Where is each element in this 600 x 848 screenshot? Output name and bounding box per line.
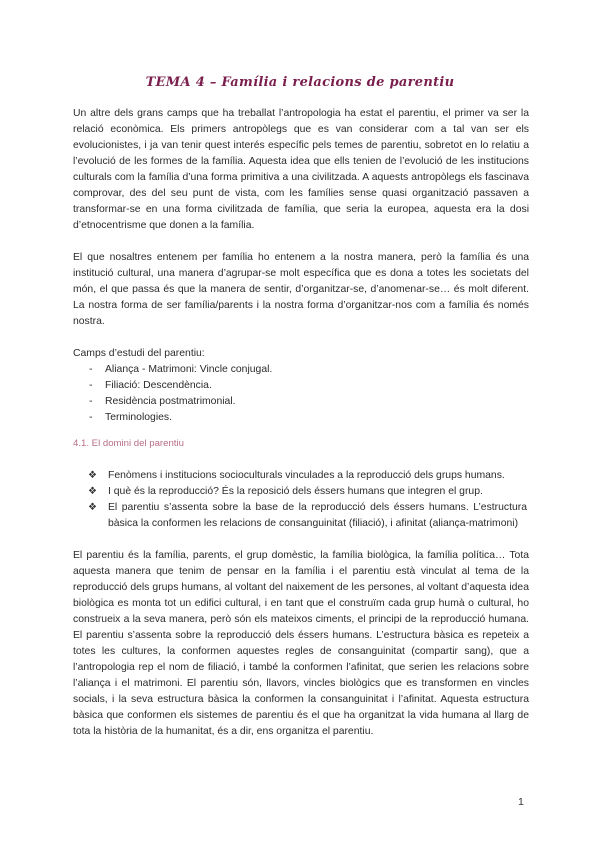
section-heading: 4.1. El domini del parentiu — [73, 438, 184, 449]
diamond-bullet-icon: ❖ — [88, 470, 97, 481]
page-number: 1 — [518, 796, 524, 808]
list-item: - Aliança - Matrimoni: Vincle conjugal. — [89, 364, 273, 375]
document-body — [73, 106, 529, 740]
list-item: ❖ I què és la reproducció? És la reposició dels éssers humans que integren el grup. — [73, 484, 527, 500]
diamond-bullet-icon: ❖ — [88, 486, 97, 497]
paragraph-family: El que nosaltres entenem per família ho entenem a la nostra manera, però la família és una institució cultural, una manera d’agrupar-se molt específica que es dona a totes les societats del món, el que passa és que la manera de sentir, d’organitzar-se, d’anomenar-se… és molt diferent. La nostra forma de ser família/parents i la nostra forma d’organitzar-nos com a família és només nostra. — [73, 252, 529, 327]
bullet-list — [73, 468, 529, 532]
page-title: TEMA 4 – Família i relacions de parentiu — [145, 75, 455, 90]
list-item: ❖ Fenòmens i institucions socioculturals vinculades a la reproducció dels grups humans. — [73, 468, 527, 484]
paragraph-kinship: El parentiu és la família, parents, el grup domèstic, la família biològica, la família política… Tota aquesta manera que tenim de pensar en la família i el parentiu està vinculat al tema de la reproducció dels grups humans, al voltant del naixement de les persones, al voltant d’aquesta idea biològica es monta tot un edifici cultural, i en tant que el construïm cada grup humà o cultural, ho construeix a la seva manera, però són els mateixos ciments, el principi de la reproducció humana. El parentiu s’assenta sobre la reproducció dels éssers humans. L’estructura bàsica es repeteix a totes les cultures, la conformen aquestes regles de consanguinitat (compartir sang), que a l’antropologia rep el nom de filiació, i també la conformen l’afinitat, que serien les relacions sobre l’aliança i el matrimoni. El parentiu són, llavors, vincles biològics que es transformen en vincles socials, i la seva estructura bàsica la conformen la consanguinitat i l’afinitat. Aquesta estructura bàsica que conformen els sistemes de parentiu és el que ha organitzat la vida humana al llarg de tota la història de la humanitat, és a dir, ens organitza el parentiu. — [73, 550, 529, 737]
diamond-bullet-icon: ❖ — [88, 502, 97, 513]
camps-list — [73, 362, 529, 426]
list-item: ❖ El parentiu s’assenta sobre la base de la reproducció dels éssers humans. L’estructura bàsica la conformen les relacions de consanguinitat (filiació), i afinitat (aliança-matrimoni) — [88, 502, 527, 529]
list-item: - Residència postmatrimonial. — [89, 396, 236, 407]
paragraph-intro: Un altre dels grans camps que ha treballat l’antropologia ha estat el parentiu, el primer va ser la relació econòmica. Els primers antropòlegs que es van considerar com a tal van ser els evolucionistes, i ja van tenir quest interés específic pels temes de parentiu, sobretot en lo relatiu a l’evolució de les formes de la família. Aquesta idea que ells tenien de l’evolució de les institucions culturals com la família d’una forma primitiva a una civilitzada. A aquests antropòlegs els fascinava comprovar, des del seu punt de vista, com les famílies sense quasi organització passaven a transformar-se en una forma civilitzada de família, que seria la europea, aquesta era la dosi d’etnocentrisme que donen a la família. — [73, 108, 529, 231]
list-item: - Terminologies. — [89, 412, 172, 423]
camps-heading: Camps d’estudi del parentiu: — [73, 348, 205, 359]
list-item: - Filiació: Descendència. — [89, 380, 212, 391]
